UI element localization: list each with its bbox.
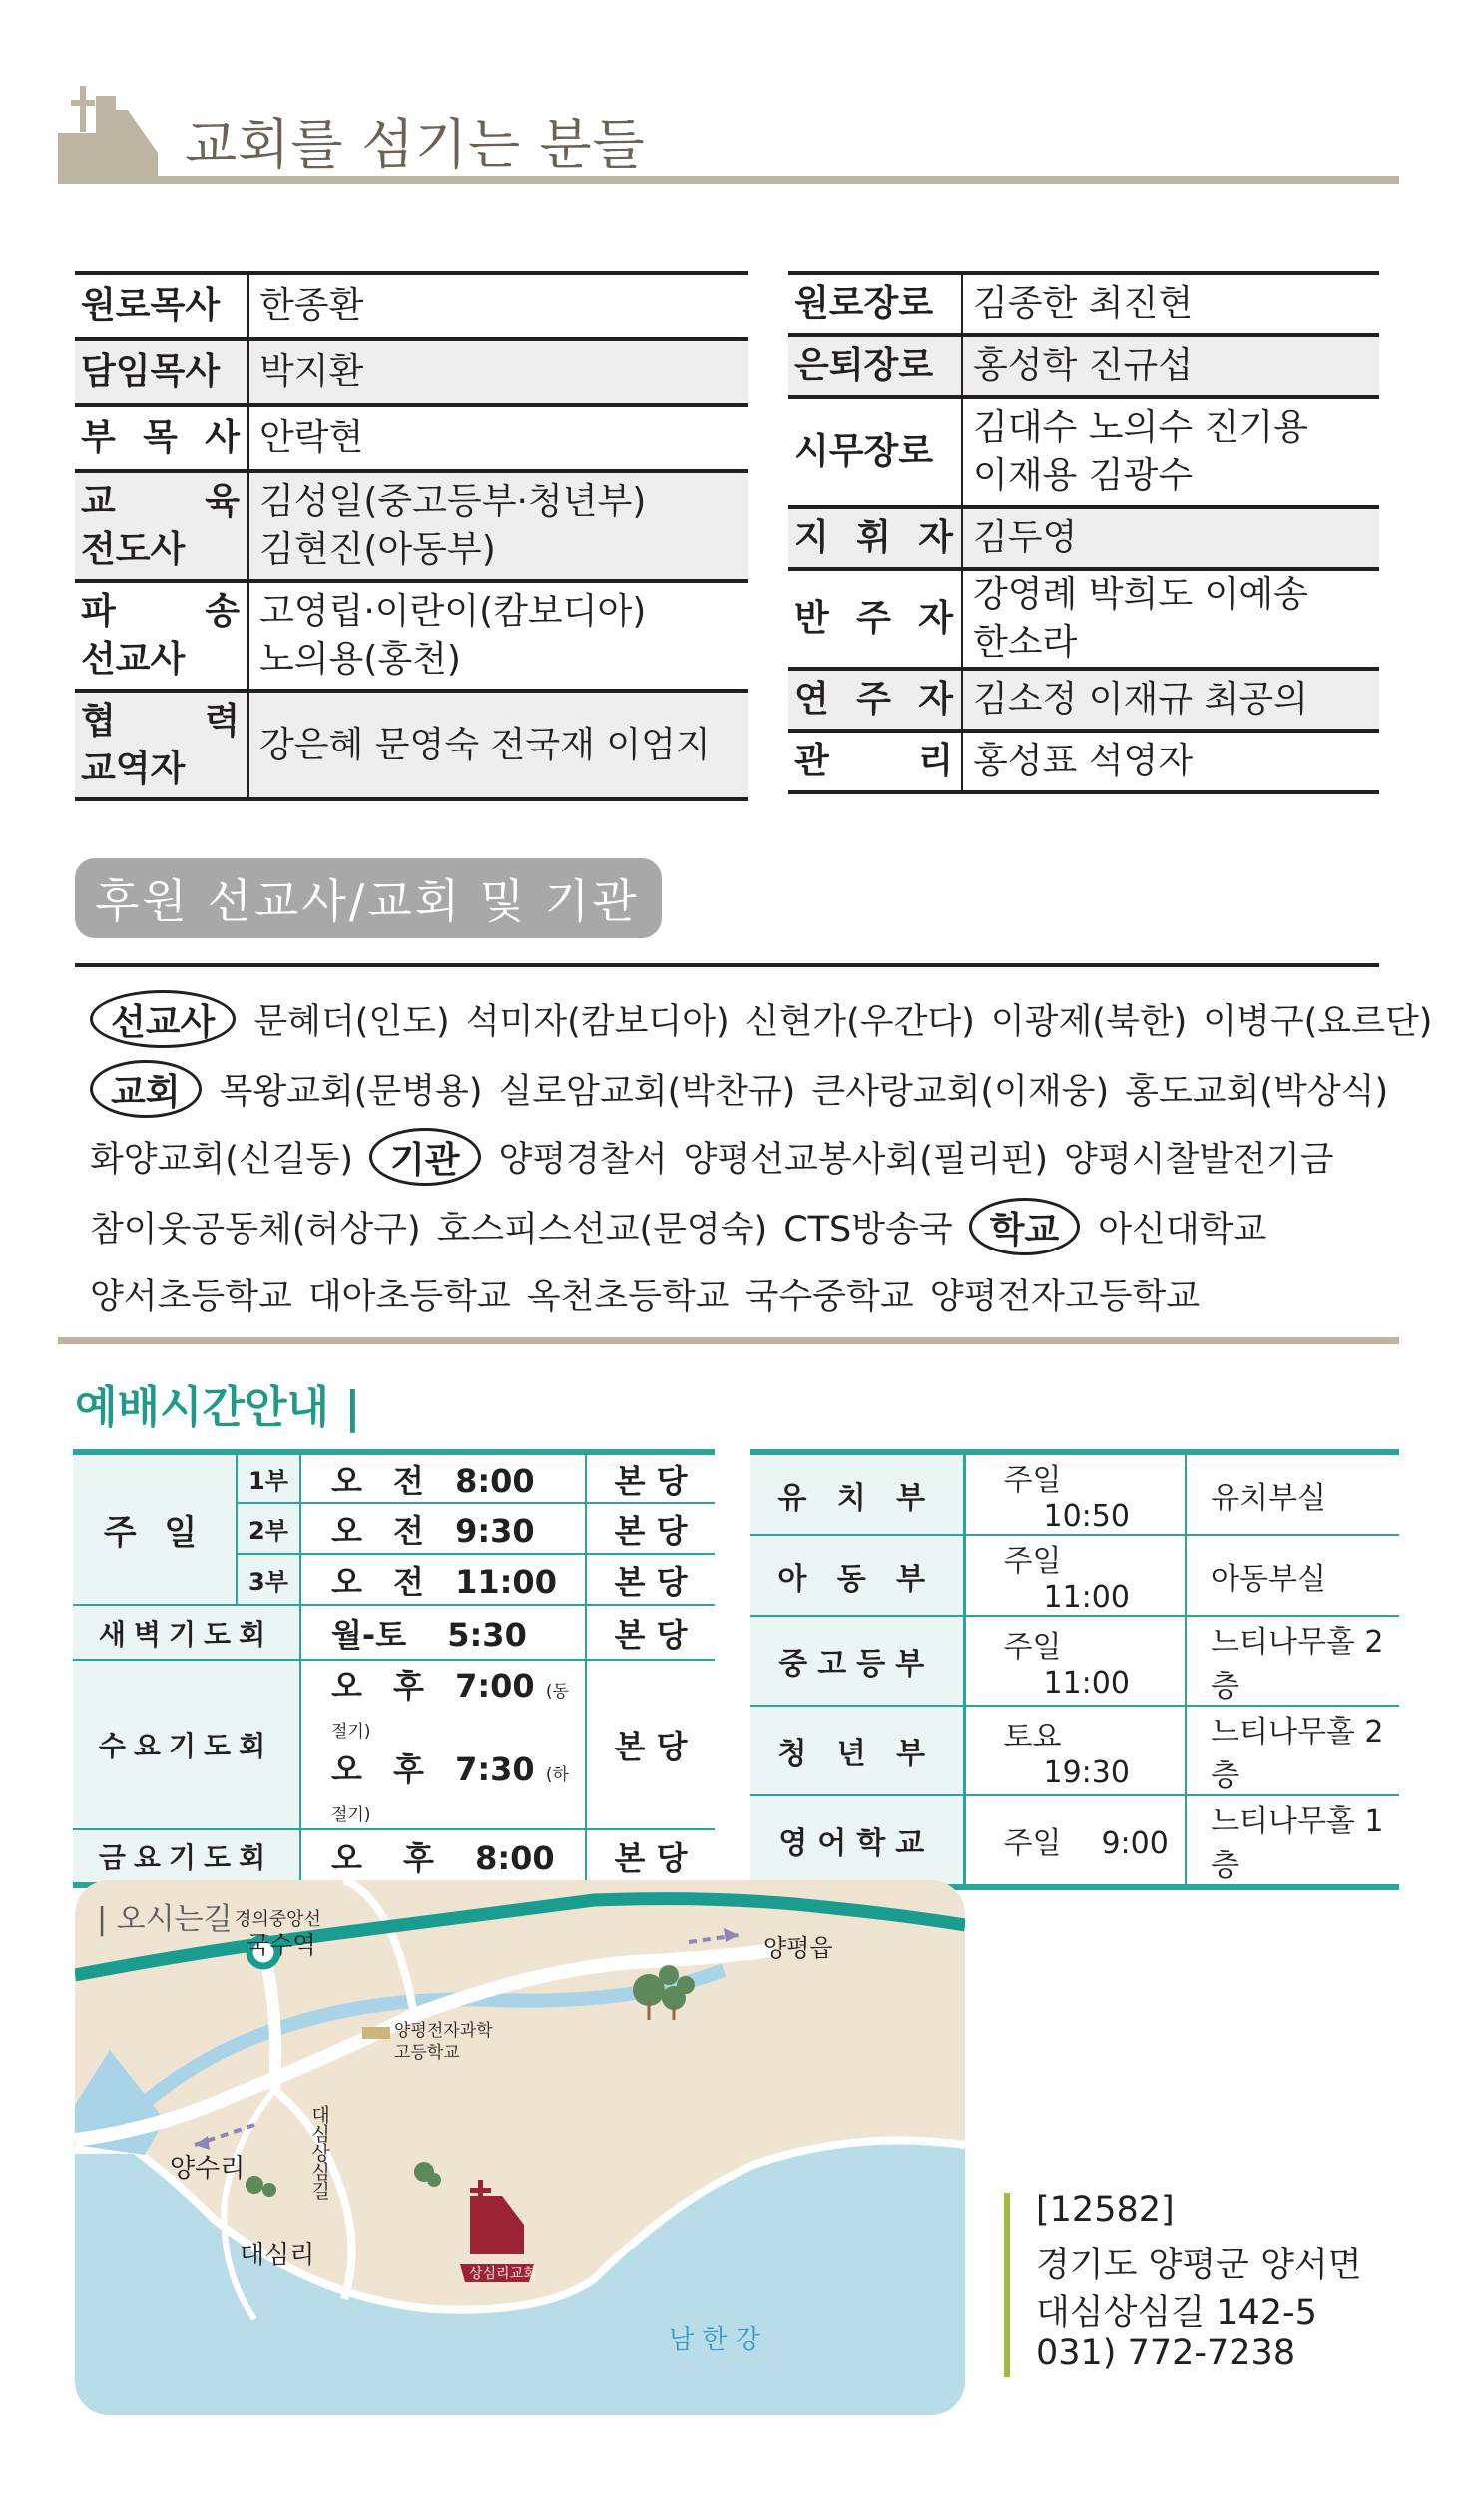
support-item: 양평전자고등학교	[929, 1277, 1201, 1317]
worship-place: 본 당	[586, 1660, 715, 1829]
staff-role-label: 시무장로	[788, 399, 963, 505]
staff-role-label: 지 휘 자	[788, 509, 963, 567]
road-label: 대심상심길	[308, 2105, 330, 2200]
part-label: 2부	[237, 1503, 300, 1554]
department-name: 중고등부	[750, 1616, 964, 1706]
staff-role-label: 파 송 선교사	[75, 583, 249, 689]
worship-place: 본 당	[586, 1829, 715, 1885]
staff-row	[75, 341, 748, 407]
worship-time: 오 전 11:00	[300, 1554, 586, 1605]
support-item: 화양교회(신길동)	[90, 1140, 353, 1180]
worship-time: 월-토 5:30	[300, 1605, 586, 1660]
support-line	[90, 1196, 1282, 1257]
staff-row	[788, 571, 1379, 671]
address-accent-bar	[1004, 2193, 1010, 2377]
department-time: 주일 9:00	[964, 1795, 1186, 1887]
support-divider	[75, 963, 1379, 967]
staff-row	[75, 407, 748, 473]
table-row	[73, 1660, 715, 1745]
staff-names: 김종한 최진현	[973, 283, 1194, 324]
worship-place: 본 당	[586, 1554, 715, 1605]
church-label: 상심리교회	[469, 2266, 537, 2282]
support-item: 실로암교회(박찬규)	[498, 1072, 796, 1112]
support-line	[90, 1263, 1216, 1325]
staff-role-label: 원로목사	[75, 275, 249, 337]
support-item: 양평시찰발전기금	[1064, 1140, 1334, 1180]
support-item: 참이웃공동체(허상구)	[90, 1210, 421, 1250]
staff-row	[75, 275, 748, 341]
address-line-1: 경기도 양평군 양서면	[1036, 2246, 1362, 2285]
daesimri-label: 대심리	[240, 2241, 315, 2270]
support-item: 목왕교회(문병용)	[219, 1072, 483, 1112]
staff-role-label: 반 주 자	[788, 571, 963, 667]
staff-names: 강영례 박희도 이예송 한소라	[973, 574, 1308, 663]
support-item: 아신대학교	[1098, 1210, 1267, 1250]
support-item: 신현가(우간다)	[744, 1002, 975, 1042]
support-line	[90, 988, 1448, 1050]
staff-role-label: 연 주 자	[788, 671, 963, 729]
staff-row	[788, 399, 1379, 509]
category-tag: 선교사	[90, 990, 236, 1048]
department-time: 주일11:00	[964, 1535, 1186, 1616]
staff-role-label: 담임목사	[75, 341, 249, 403]
department-time: 토요19:30	[964, 1706, 1186, 1795]
department-name: 유 치 부	[750, 1452, 964, 1535]
category-tag: 기관	[369, 1128, 481, 1186]
worship-time: 오 전 8:00	[300, 1452, 586, 1503]
staff-role-label: 관 리	[788, 733, 963, 790]
category-tag: 학교	[969, 1198, 1081, 1255]
support-item: 국수중학교	[744, 1277, 914, 1317]
table-row	[73, 1452, 715, 1503]
support-line	[90, 1058, 1404, 1120]
support-item: 홍도교회(박상식)	[1125, 1072, 1389, 1112]
staff-row	[788, 671, 1379, 733]
header-divider	[58, 176, 1399, 184]
department-name: 아 동 부	[750, 1535, 964, 1616]
category-tag: 교회	[90, 1060, 202, 1118]
staff-role-label: 부 목 사	[75, 407, 249, 469]
support-item: 양평경찰서	[498, 1140, 668, 1180]
support-item: 옥천초등학교	[526, 1277, 730, 1317]
staff-names: 홍성표 석영자	[973, 741, 1194, 781]
support-item: 석미자(캄보디아)	[465, 1002, 730, 1042]
support-item: 이병구(요르단)	[1203, 1002, 1433, 1042]
table-row	[73, 1829, 715, 1885]
support-item: 양평선교봉사회(필리핀)	[683, 1140, 1049, 1180]
department-place: 느티나무홀 2층	[1186, 1616, 1399, 1706]
staff-names: 강은혜 문영숙 전국재 이엄지	[249, 693, 748, 797]
table-row	[750, 1795, 1399, 1887]
support-item: 호스피스선교(문영숙)	[436, 1210, 768, 1250]
worship-time: 오 후 7:00 (동절기)	[300, 1660, 586, 1745]
table-row	[750, 1706, 1399, 1795]
postal-code: [12582]	[1036, 2190, 1175, 2230]
friday-label: 금요기도회	[73, 1829, 300, 1885]
department-name: 청 년 부	[750, 1706, 964, 1795]
church-icon	[58, 78, 158, 178]
staff-names: 안락현	[259, 417, 364, 458]
map-title: | 오시는길	[97, 1902, 233, 1937]
staff-row	[75, 583, 748, 693]
support-item: 큰사랑교회(이재웅)	[811, 1072, 1110, 1112]
support-item: 양서초등학교	[90, 1277, 292, 1317]
phone-number: 031) 772-7238	[1036, 2333, 1296, 2373]
department-time: 주일11:00	[964, 1616, 1186, 1706]
staff-names: 김대수 노의수 진기용 이재용 김광수	[973, 407, 1308, 496]
staff-names: 고영립·이란이(캄보디아) 노의용(홍천)	[259, 591, 647, 680]
department-time: 주일10:50	[964, 1452, 1186, 1535]
staff-row	[788, 337, 1379, 399]
worship-time: 오 후 7:30 (하절기)	[300, 1745, 586, 1829]
staff-role-label: 교 육 전도사	[75, 473, 249, 579]
support-item: CTS방송국	[783, 1210, 953, 1250]
station-label: 국수역	[247, 1931, 316, 1959]
worship-title: 예배시간안내 |	[75, 1382, 361, 1433]
worship-time: 오 전 9:30	[300, 1503, 586, 1554]
staff-table-right	[788, 271, 1379, 794]
support-line	[90, 1126, 1350, 1188]
worship-time: 오 후 8:00	[300, 1829, 586, 1885]
support-item: 이광제(북한)	[990, 1002, 1188, 1042]
department-place: 아동부실	[1186, 1535, 1399, 1616]
staff-row	[75, 693, 748, 801]
yangpyeong-label: 양평읍	[763, 1934, 833, 1962]
table-row	[750, 1616, 1399, 1706]
sunday-label: 주 일	[73, 1452, 237, 1605]
staff-names: 김성일(중고등부·청년부) 김현진(아동부)	[249, 473, 748, 579]
rail-line-label: 경의중앙선	[235, 1909, 321, 1930]
staff-row	[75, 473, 748, 583]
directions-map	[75, 1880, 965, 2415]
staff-role-label: 협 력 교역자	[75, 693, 249, 797]
staff-names: 김소정 이재규 최공의	[963, 671, 1379, 729]
department-table	[750, 1449, 1399, 1890]
support-title: 후원 선교사/교회 및 기관	[75, 858, 662, 938]
staff-names: 홍성학 진규섭	[963, 337, 1379, 395]
worship-place: 본 당	[586, 1605, 715, 1660]
worship-table	[73, 1449, 715, 1888]
wednesday-label: 수요기도회	[73, 1660, 300, 1829]
worship-place: 본 당	[586, 1452, 715, 1503]
department-name: 영어학교	[750, 1795, 964, 1887]
support-item: 문혜더(인도)	[253, 1002, 450, 1042]
address-line-2: 대심상심길 142-5	[1036, 2293, 1317, 2333]
school-label: 양평전자과학 고등학교	[394, 2021, 493, 2063]
dawn-label: 새벽기도회	[73, 1605, 300, 1660]
page-title: 교회를 섬기는 분들	[185, 113, 646, 176]
table-row	[750, 1452, 1399, 1535]
support-item: 대아초등학교	[307, 1277, 511, 1317]
river-label: 남 한 강	[669, 2325, 760, 2355]
department-place: 유치부실	[1186, 1452, 1399, 1535]
staff-row	[788, 733, 1379, 794]
staff-table-left	[75, 271, 748, 801]
staff-names: 한종환	[259, 285, 364, 326]
staff-names: 박지환	[249, 341, 748, 403]
table-row	[73, 1605, 715, 1660]
staff-names: 김두영	[963, 509, 1379, 567]
section-divider	[58, 1337, 1399, 1344]
part-label: 3부	[237, 1554, 300, 1605]
yangsuri-label: 양수리	[170, 2154, 246, 2184]
staff-role-label: 은퇴장로	[788, 337, 963, 395]
department-place: 느티나무홀 2층	[1186, 1706, 1399, 1795]
worship-place: 본 당	[586, 1503, 715, 1554]
table-row	[750, 1535, 1399, 1616]
department-place: 느티나무홀 1층	[1186, 1795, 1399, 1887]
staff-row	[788, 509, 1379, 571]
staff-row	[788, 275, 1379, 337]
part-label: 1부	[237, 1452, 300, 1503]
staff-role-label: 원로장로	[788, 275, 963, 333]
